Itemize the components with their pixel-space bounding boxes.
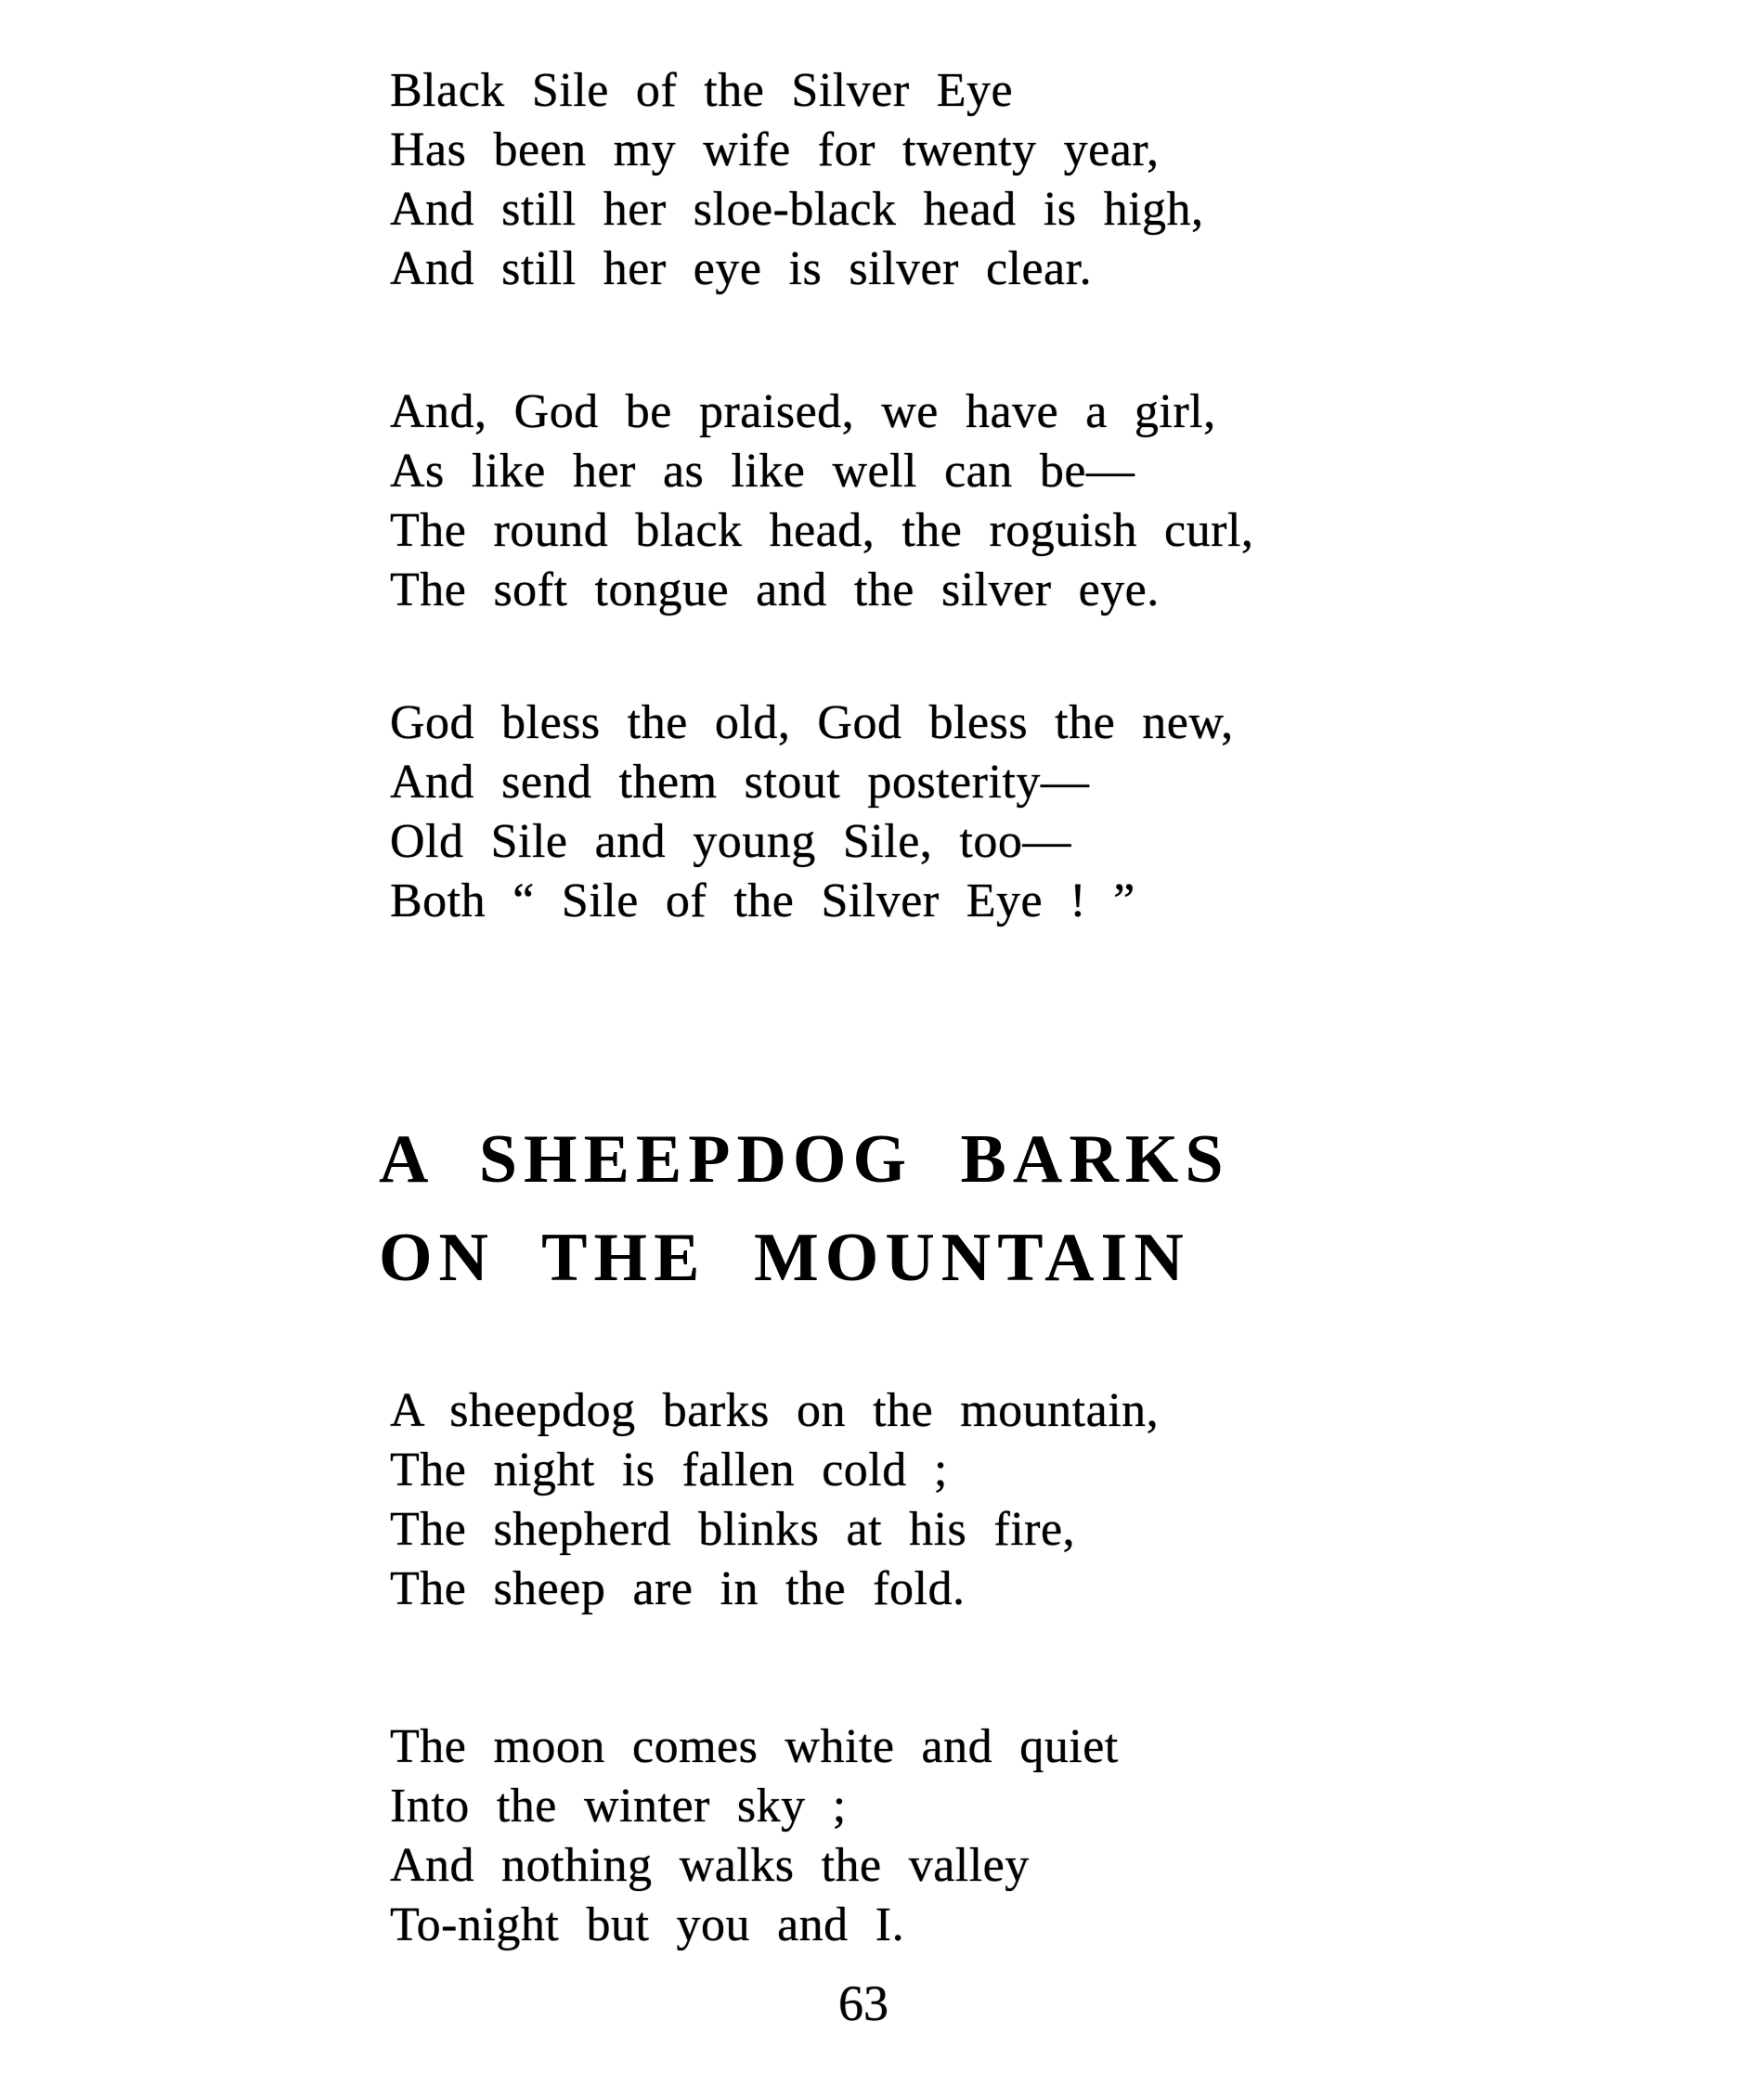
poem-line: And send them stout posterity— [390,756,1090,809]
poem-line: And, God be praised, we have a girl, [390,385,1216,438]
poem-line: Black Sile of the Silver Eye [390,64,1014,117]
poem-title-line-2: ON THE MOUNTAIN [379,1220,1190,1296]
poem-line: Has been my wife for twenty year, [390,123,1160,176]
poem-line: To-night but you and I. [390,1898,905,1951]
poem-line: The round black head, the roguish curl, [390,504,1254,557]
poem-line: Into the winter sky ; [390,1780,847,1833]
poem-line: Both “ Sile of the Silver Eye ! ” [390,874,1135,927]
poem-stanza [390,61,1204,299]
poem-line: God bless the old, God bless the new, [390,696,1234,749]
poem-line: And still her sloe-black head is high, [390,183,1204,236]
poem-title [379,1110,1230,1307]
poem-stanza [390,1717,1119,1955]
page-number: 63 [838,1975,888,2031]
poem-line: The night is fallen cold ; [390,1444,948,1496]
poem-stanza [390,382,1253,620]
poem-line: A sheepdog barks on the mountain, [390,1384,1160,1437]
poem-line: The shepherd blinks at his fire, [390,1503,1076,1556]
poem-line: And nothing walks the valley [390,1839,1030,1892]
poem-line: Old Sile and young Sile, too— [390,815,1071,868]
poem-line: The soft tongue and the silver eye. [390,563,1160,616]
poem-title-line-1: A SHEEPDOG BARKS [379,1121,1230,1198]
poem-stanza [390,1381,1159,1619]
poem-line: And still her eye is silver clear. [390,242,1093,295]
poem-line: As like her as like well can be— [390,445,1135,498]
poem-stanza [390,693,1234,931]
poem-line: The sheep are in the fold. [390,1562,966,1615]
poem-line: The moon comes white and quiet [390,1720,1119,1773]
